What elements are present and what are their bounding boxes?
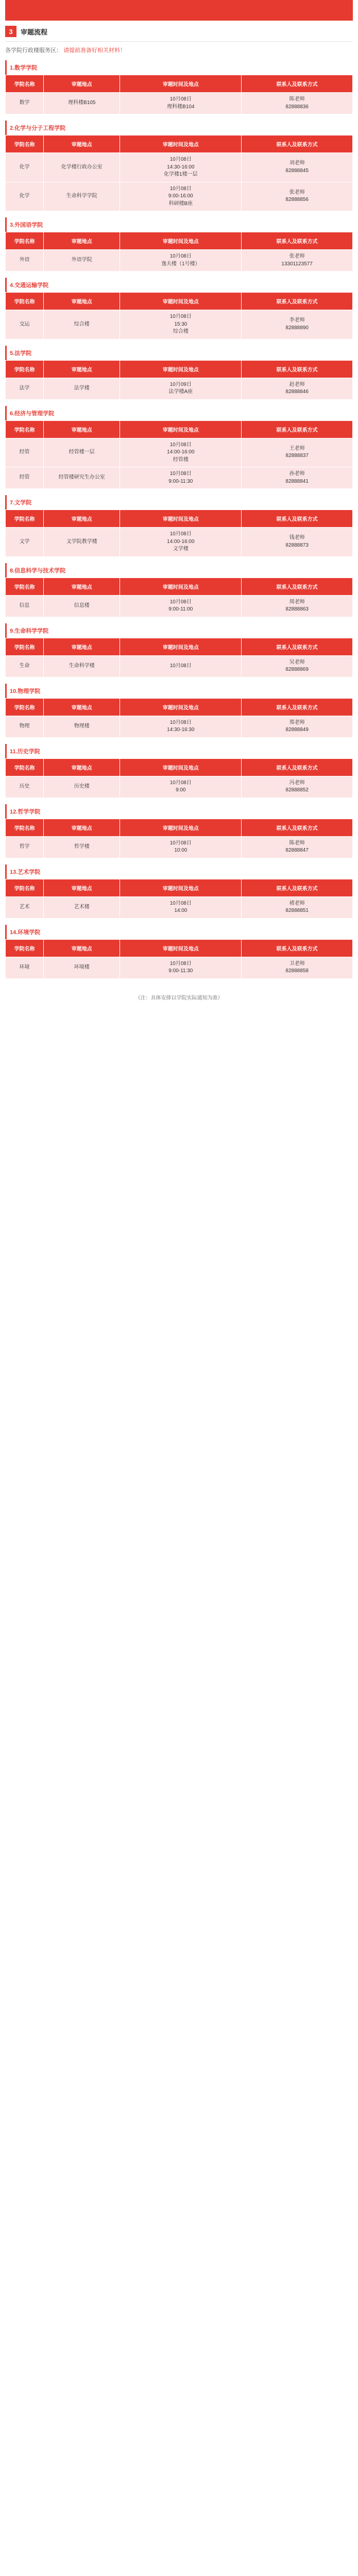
contact-cell: 郑老师 82888849 [242,716,353,737]
school-cell: 哲学 [6,836,44,858]
table-header-row [6,360,353,378]
location-cell: 文学院教学楼 [44,528,120,557]
schedule-table [5,939,353,979]
table-header-row [6,75,353,93]
table-header-cell: 联系人及联系方式 [242,293,353,310]
table-header-cell: 学院名称 [6,75,44,93]
location-cell: 生命科学学院 [44,182,120,211]
location-cell: 外语学院 [44,250,120,272]
section [5,278,353,340]
table-header-cell: 学院名称 [6,420,44,438]
section-title: 9.生命科学学院 [5,623,353,638]
table-header-cell: 联系人及联系方式 [242,135,353,153]
table-header-cell: 审题时间及地点 [120,75,242,93]
table-row [6,655,353,677]
table-row [6,836,353,858]
contact-cell: 孙老师 82888841 [242,467,353,489]
schedule-table [5,292,353,340]
section-title: 12.哲学学院 [5,804,353,819]
table-header-cell: 学院名称 [6,135,44,153]
section [5,563,353,617]
section-title: 14.环境学院 [5,925,353,939]
table-row [6,93,353,114]
section [5,684,353,738]
school-cell: 化学 [6,153,44,182]
section [5,865,353,919]
table-header-row [6,698,353,716]
table-header-row [6,420,353,438]
school-cell: 生命 [6,655,44,677]
table-header-row [6,758,353,776]
table-row [6,716,353,737]
time-cell: 10月08日 14:00 [120,896,242,918]
table-row [6,153,353,182]
table-header-cell: 审题时间及地点 [120,232,242,250]
contact-cell: 赵老师 82888846 [242,378,353,399]
section [5,60,353,114]
time-cell: 10月08日 9:00-16:00 科研楼B座 [120,182,242,211]
contact-cell: 褚老师 82888851 [242,896,353,918]
table-row [6,595,353,617]
table-header-row [6,293,353,310]
table-header-cell: 审题时间及地点 [120,698,242,716]
table-row [6,378,353,399]
header-title: 审题流程 [21,28,48,36]
time-cell: 10月08日 14:30-16:30 [120,716,242,737]
schedule-table [5,360,353,400]
sections-container [5,60,353,979]
school-cell: 数学 [6,93,44,114]
table-header-cell: 审题时间及地点 [120,879,242,896]
table-header-cell: 审题时间及地点 [120,758,242,776]
table-row [6,528,353,557]
contact-cell: 刘老师 82888845 [242,153,353,182]
time-cell: 10月08日 15:30 综合楼 [120,310,242,340]
school-cell: 外语 [6,250,44,272]
table-header-cell: 学院名称 [6,232,44,250]
section-title: 13.艺术学院 [5,865,353,879]
table-row [6,896,353,918]
section-title: 2.化学与分子工程学院 [5,121,353,135]
location-cell: 经管楼研究生办公室 [44,467,120,489]
table-header-cell: 审题地点 [44,420,120,438]
table-row [6,310,353,340]
table-header-cell: 审题时间及地点 [120,360,242,378]
table-header-cell: 联系人及联系方式 [242,232,353,250]
schedule-table [5,510,353,557]
school-cell: 历史 [6,776,44,798]
table-header-cell: 审题时间及地点 [120,819,242,836]
table-header-cell: 联系人及联系方式 [242,510,353,528]
location-cell: 化学楼行政办公室 [44,153,120,182]
table-header-cell: 学院名称 [6,510,44,528]
time-cell: 10月08日 10:00 [120,836,242,858]
section [5,406,353,489]
divider [5,41,353,42]
contact-cell: 陈老师 82888836 [242,93,353,114]
school-cell: 化学 [6,182,44,211]
table-header-row [6,510,353,528]
table-header-cell: 学院名称 [6,578,44,595]
section-title: 11.历史学院 [5,744,353,758]
schedule-table [5,819,353,858]
footer-note: （注：具体安排以学院实际通知为准） [135,995,223,1001]
section [5,121,353,211]
school-cell: 法学 [6,378,44,399]
school-cell: 经管 [6,467,44,489]
table-row [6,776,353,798]
contact-cell: 冯老师 82888852 [242,776,353,798]
table-header-cell: 学院名称 [6,879,44,896]
table-header-cell: 审题地点 [44,75,120,93]
table-header-cell: 审题时间及地点 [120,510,242,528]
table-header-cell: 审题地点 [44,293,120,310]
location-cell: 信息楼 [44,595,120,617]
time-cell: 10月08日 逸夫楼（1号楼） [120,250,242,272]
location-cell: 理科楼B105 [44,93,120,114]
table-header-cell: 学院名称 [6,360,44,378]
school-cell: 信息 [6,595,44,617]
section-title: 10.物理学院 [5,684,353,698]
table-header-cell: 审题地点 [44,698,120,716]
contact-cell: 李老师 82888890 [242,310,353,340]
time-cell: 10月08日 14:00-16:00 经管楼 [120,438,242,467]
school-cell: 文学 [6,528,44,557]
section [5,217,353,272]
schedule-table [5,698,353,738]
top-banner [5,0,353,21]
contact-cell: 周老师 82888863 [242,595,353,617]
school-cell: 环境 [6,957,44,978]
table-header-cell: 联系人及联系方式 [242,698,353,716]
intro-highlight: 请提前准备好相关材料！ [63,47,126,54]
table-header-cell: 审题地点 [44,819,120,836]
table-header-cell: 审题时间及地点 [120,293,242,310]
table-header-cell: 联系人及联系方式 [242,758,353,776]
section [5,495,353,557]
school-cell: 经管 [6,438,44,467]
table-header-cell: 审题地点 [44,638,120,655]
table-header-cell: 审题地点 [44,360,120,378]
table-header-cell: 审题地点 [44,758,120,776]
schedule-table [5,879,353,919]
section-title: 5.法学院 [5,346,353,360]
table-header-cell: 审题时间及地点 [120,939,242,957]
table-header-row [6,879,353,896]
contact-cell: 王老师 82888837 [242,438,353,467]
school-cell: 交运 [6,310,44,340]
location-cell: 综合楼 [44,310,120,340]
table-header-cell: 审题时间及地点 [120,638,242,655]
schedule-table [5,758,353,798]
school-cell: 艺术 [6,896,44,918]
contact-cell: 张老师 13301123577 [242,250,353,272]
time-cell: 10月09日 法学楼A座 [120,378,242,399]
table-header-row [6,135,353,153]
table-header-cell: 审题时间及地点 [120,420,242,438]
time-cell: 10月08日 14:30-16:00 化学楼1楼一层 [120,153,242,182]
table-header-cell: 学院名称 [6,293,44,310]
table-header-row [6,638,353,655]
contact-cell: 张老师 82888856 [242,182,353,211]
contact-cell: 吴老师 82888869 [242,655,353,677]
school-cell: 物理 [6,716,44,737]
table-header-cell: 联系人及联系方式 [242,638,353,655]
section [5,623,353,677]
location-cell: 法学楼 [44,378,120,399]
section [5,346,353,400]
table-header-cell: 联系人及联系方式 [242,578,353,595]
schedule-table [5,578,353,617]
intro-main: 各学院行政楼服务区： [5,47,62,54]
table-header-cell: 学院名称 [6,819,44,836]
time-cell: 10月08日 9:00 [120,776,242,798]
section [5,744,353,798]
section-title: 6.经济与管理学院 [5,406,353,420]
contact-cell: 卫老师 82888858 [242,957,353,978]
section [5,925,353,979]
table-header-cell: 联系人及联系方式 [242,939,353,957]
table-row [6,957,353,978]
schedule-table [5,75,353,114]
table-header-row [6,819,353,836]
section-title: 7.文学院 [5,495,353,510]
header-badge: 3 [5,26,16,37]
table-header-cell: 审题地点 [44,510,120,528]
table-header-row [6,232,353,250]
location-cell: 生命科学楼 [44,655,120,677]
intro-text [5,46,353,60]
location-cell: 环境楼 [44,957,120,978]
section-title: 1.数学学院 [5,60,353,75]
table-header-cell: 审题地点 [44,879,120,896]
location-cell: 历史楼 [44,776,120,798]
contact-cell: 陈老师 82888847 [242,836,353,858]
table-header-row [6,578,353,595]
table-header-cell: 学院名称 [6,638,44,655]
table-header-cell: 联系人及联系方式 [242,420,353,438]
table-row [6,467,353,489]
table-header-cell: 联系人及联系方式 [242,819,353,836]
table-row [6,250,353,272]
time-cell: 10月08日 [120,655,242,677]
schedule-table [5,638,353,677]
table-header-cell: 审题地点 [44,232,120,250]
location-cell: 物理楼 [44,716,120,737]
table-header-cell: 联系人及联系方式 [242,879,353,896]
contact-cell: 钱老师 82888873 [242,528,353,557]
schedule-table [5,420,353,489]
time-cell: 10月08日 9:00-11:00 [120,595,242,617]
table-header-cell: 审题时间及地点 [120,135,242,153]
section-title: 4.交通运输学院 [5,278,353,292]
time-cell: 10月08日 14:00-16:00 文学楼 [120,528,242,557]
table-header-cell: 学院名称 [6,698,44,716]
schedule-table [5,135,353,211]
table-header-row [6,939,353,957]
table-header-cell: 审题地点 [44,578,120,595]
table-header-cell: 学院名称 [6,758,44,776]
time-cell: 10月08日 9:00-11:30 [120,467,242,489]
table-header-cell: 审题地点 [44,135,120,153]
page [0,0,358,1013]
location-cell: 哲学楼 [44,836,120,858]
table-header-cell: 学院名称 [6,939,44,957]
time-cell: 10月08日 9:00-11:30 [120,957,242,978]
time-cell: 10月08日 理科楼B104 [120,93,242,114]
table-header-cell: 审题地点 [44,939,120,957]
section-header [5,21,353,40]
location-cell: 经管楼一层 [44,438,120,467]
section-title: 8.信息科学与技术学院 [5,563,353,578]
table-header-cell: 联系人及联系方式 [242,360,353,378]
section-title: 3.外国语学院 [5,217,353,232]
schedule-table [5,232,353,272]
location-cell: 艺术楼 [44,896,120,918]
table-header-cell: 联系人及联系方式 [242,75,353,93]
table-row [6,438,353,467]
table-row [6,182,353,211]
table-header-cell: 审题时间及地点 [120,578,242,595]
section [5,804,353,858]
